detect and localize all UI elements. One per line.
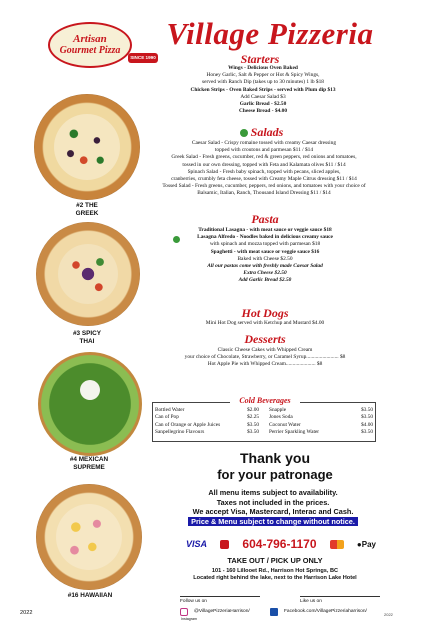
caption-line: THAI bbox=[79, 337, 95, 345]
phone-row bbox=[186, 536, 376, 552]
beverage-price: $2.00 bbox=[247, 407, 259, 413]
wings-text: Wings - Delicious Oven Baked bbox=[228, 65, 298, 71]
brand-badge bbox=[48, 22, 132, 68]
beverages-right-column bbox=[267, 407, 375, 437]
payment-note: We accept Visa, Mastercard, Interac and Cash. bbox=[192, 507, 354, 517]
pizza-spicy-thai-caption bbox=[50, 330, 124, 345]
mini-hotdog: Mini Hot Dog served with Ketchup and Mustard $4.00 bbox=[205, 320, 325, 326]
apple-icon: ● bbox=[356, 539, 362, 549]
caption-line: #3 SPICY bbox=[72, 330, 102, 337]
facebook-link[interactable]: Facebook.com/VillagePizzeriaharrison/ bbox=[284, 609, 367, 614]
pizza-greek-image bbox=[34, 94, 140, 200]
cheesecake-line2: your choice of Chocolate, Strawberry, or Caramel Syrup........................ $8 bbox=[184, 354, 346, 361]
apple-pay-logo bbox=[357, 540, 376, 549]
policy-notes bbox=[160, 488, 386, 526]
badge-line1: Artisan bbox=[73, 33, 107, 45]
beverage-row bbox=[153, 414, 261, 421]
caption-line: #2 THE bbox=[76, 202, 98, 209]
caption-line: GREEK bbox=[75, 209, 99, 217]
beverage-name: Can of Orange or Apple Juices bbox=[155, 421, 221, 428]
address bbox=[168, 568, 382, 583]
beverages-left-column bbox=[153, 407, 261, 437]
cheese-bread: Cheese Bread - $4.00 bbox=[238, 108, 288, 115]
takeout-notice: TAKE OUT / PICK UP ONLY bbox=[227, 556, 323, 565]
pizza-hawaiian-image bbox=[36, 484, 142, 590]
beverage-price: $3.50 bbox=[247, 429, 259, 436]
caesar-line2: topped with croutons and parmesan $11 / $14 bbox=[214, 147, 314, 154]
like-label: Like us on bbox=[300, 596, 380, 605]
cheesecake-line1: Classic Cheese Cakes with Whipped Cream bbox=[217, 347, 313, 353]
thank-you-title bbox=[180, 450, 370, 483]
hotdogs-section bbox=[150, 320, 380, 327]
visa-logo: VISA bbox=[186, 539, 208, 549]
pizza-mexican-supreme-image bbox=[38, 352, 142, 456]
salads-section bbox=[148, 140, 380, 198]
wings-line2: Honey Garlic, Salt & Pepper or Hot & Spicy Wings, bbox=[206, 72, 320, 79]
greek-line2: tossed in our own dressing, topped with Feta and Kalamata olives $11 / $14 bbox=[182, 161, 346, 168]
pizza-mexican-caption bbox=[44, 456, 134, 471]
baked-cheese: Baked with Cheese $2.50 bbox=[237, 255, 293, 262]
add-garlic-bread: Add Garlic Bread $2.50 bbox=[238, 277, 292, 284]
pizza-spicy-thai-image bbox=[36, 222, 140, 326]
restaurant-name: Village Pizzeria bbox=[166, 16, 374, 51]
beverage-name: Can of Pop bbox=[155, 414, 179, 421]
beverage-price: $2.25 bbox=[247, 414, 259, 421]
beverage-row bbox=[153, 429, 261, 436]
beverage-name: Sanpellegrino Flavours bbox=[155, 429, 205, 436]
starters-section bbox=[148, 65, 378, 115]
beverage-name: Perrier Sparkling Water bbox=[269, 429, 320, 436]
spinach-line2: cranberries, crumbly feta cheese, tossed with Creamy Maple Citrus dressing $11 / $14 bbox=[171, 176, 357, 183]
beverage-row bbox=[267, 422, 375, 429]
beverage-name: Snapple bbox=[269, 407, 287, 413]
beverage-price: $3.50 bbox=[361, 407, 373, 413]
pasta-section bbox=[150, 227, 380, 285]
beverage-name: Jones Soda bbox=[269, 414, 293, 421]
greek-line1: Greek Salad - Fresh greens, cucumber, red & green peppers, red onions and tomatoes, bbox=[171, 154, 357, 161]
lasagna-alfredo-line1: Lasagna Alfredo - Noodles baked in delicious creamy sauce bbox=[197, 234, 333, 241]
phone-icon bbox=[220, 540, 229, 549]
tossed-line2: Balsamic, Italian, Ranch, Thousand Island Dressing $11 / $14 bbox=[197, 190, 331, 197]
footer-year-right: 2022 bbox=[384, 612, 393, 617]
beverage-price: $3.50 bbox=[361, 429, 373, 436]
beverage-row bbox=[153, 422, 261, 429]
salads-heading: Salads bbox=[250, 125, 284, 139]
instagram-link[interactable]: @VillagePizzeriaHarrison/ bbox=[194, 609, 250, 614]
spinach-line1: Spinach Salad - Fresh baby spinach, topped with pecans, sliced apples, bbox=[187, 168, 341, 175]
hotdogs-heading: Hot Dogs bbox=[241, 306, 289, 320]
beverage-price: $4.00 bbox=[361, 421, 373, 428]
pasta-heading: Pasta bbox=[251, 212, 279, 226]
wings-line3: served with Ranch Dip (takes up to 30 minutes) 1 lb $18 bbox=[201, 79, 325, 86]
caesar-line1: Caesar Salad - Crispy romaine tossed with creamy Caesar dressing bbox=[191, 140, 337, 146]
desserts-section bbox=[150, 347, 380, 369]
caption-line: #16 HAWAIIAN bbox=[67, 592, 113, 599]
beverage-name: Coconut Water bbox=[269, 421, 301, 428]
chicken-line2: Add Caesar Salad $3 bbox=[240, 93, 286, 100]
social-links bbox=[180, 608, 380, 616]
social-labels bbox=[180, 596, 380, 605]
lasagna-alfredo-line2: with spinach and mozza topped with parmesan $18 bbox=[209, 241, 321, 248]
desserts-heading: Desserts bbox=[244, 332, 286, 346]
footer-year-left: 2022 bbox=[20, 610, 33, 616]
vegetarian-icon bbox=[173, 236, 180, 243]
beverage-name: Bottled Water bbox=[155, 407, 185, 413]
caption-line: #4 MEXICAN bbox=[69, 456, 109, 463]
pizza-hawaiian-caption bbox=[50, 592, 130, 600]
lasagna: Traditional Lasagna - with meat sauce or veggie sauce $18 bbox=[198, 227, 332, 233]
thank-you-line1: Thank you bbox=[239, 450, 310, 466]
beverage-row bbox=[267, 429, 375, 436]
beverage-row bbox=[267, 414, 375, 421]
social-section bbox=[180, 596, 380, 622]
instagram-label: Instagram bbox=[181, 617, 197, 621]
mastercard-logo bbox=[330, 540, 344, 549]
starters-heading: Starters bbox=[240, 52, 280, 66]
chicken-line1: Chicken Strips - Oven Baked Strips - served with Plum dip $13 bbox=[190, 86, 336, 93]
beverages-heading: Cold Beverages bbox=[230, 396, 300, 406]
apple-pie: Hot Apple Pie with Whipped Cream...................... $8 bbox=[207, 361, 323, 368]
instagram-icon bbox=[180, 608, 188, 616]
since-badge: SINCE 1990 bbox=[128, 53, 158, 63]
price-change-note bbox=[160, 517, 386, 527]
wings-line1 bbox=[148, 65, 378, 72]
availability-note: All menu items subject to availability. bbox=[208, 488, 338, 497]
beverage-row bbox=[267, 407, 375, 414]
taxes-note: Taxes not included in the prices. bbox=[216, 497, 330, 507]
pizza-greek-caption bbox=[50, 202, 124, 217]
badge-line2: Gourmet Pizza bbox=[59, 45, 121, 56]
price-change-text: Price & Menu subject to change without notice. bbox=[188, 517, 358, 526]
beverage-price: $3.50 bbox=[361, 414, 373, 421]
beverages-table bbox=[152, 402, 376, 442]
garlic-bread: Garlic Bread - $2.50 bbox=[239, 101, 287, 108]
thank-you-line2: for your patronage bbox=[217, 467, 333, 482]
tossed-line1: Tossed Salad - Fresh greens, cucumber, peppers, red onions, and tomatoes with your choice of bbox=[162, 183, 366, 190]
caption-line: SUPREME bbox=[73, 463, 105, 471]
facebook-icon bbox=[270, 608, 278, 616]
apple-pay-label: Pay bbox=[361, 539, 376, 549]
spaghetti: Spaghetti - with meat sauce or veggie sauce $16 bbox=[210, 248, 320, 255]
follow-label: Follow us on bbox=[180, 596, 260, 605]
address-line2: Located right behind the lake, next to the Harrison Lake Hotel bbox=[193, 575, 357, 582]
pasta-note: All our pastas come with freshly made Caesar Salad bbox=[207, 263, 323, 270]
beverage-price: $3.50 bbox=[247, 421, 259, 428]
address-line1: 101 - 160 Lillooet Rd., Harrison Hot Springs, BC bbox=[211, 568, 339, 574]
extra-cheese: Extra Cheese $2.50 bbox=[243, 270, 287, 277]
phone-number[interactable]: 604-796-1170 bbox=[242, 537, 317, 551]
